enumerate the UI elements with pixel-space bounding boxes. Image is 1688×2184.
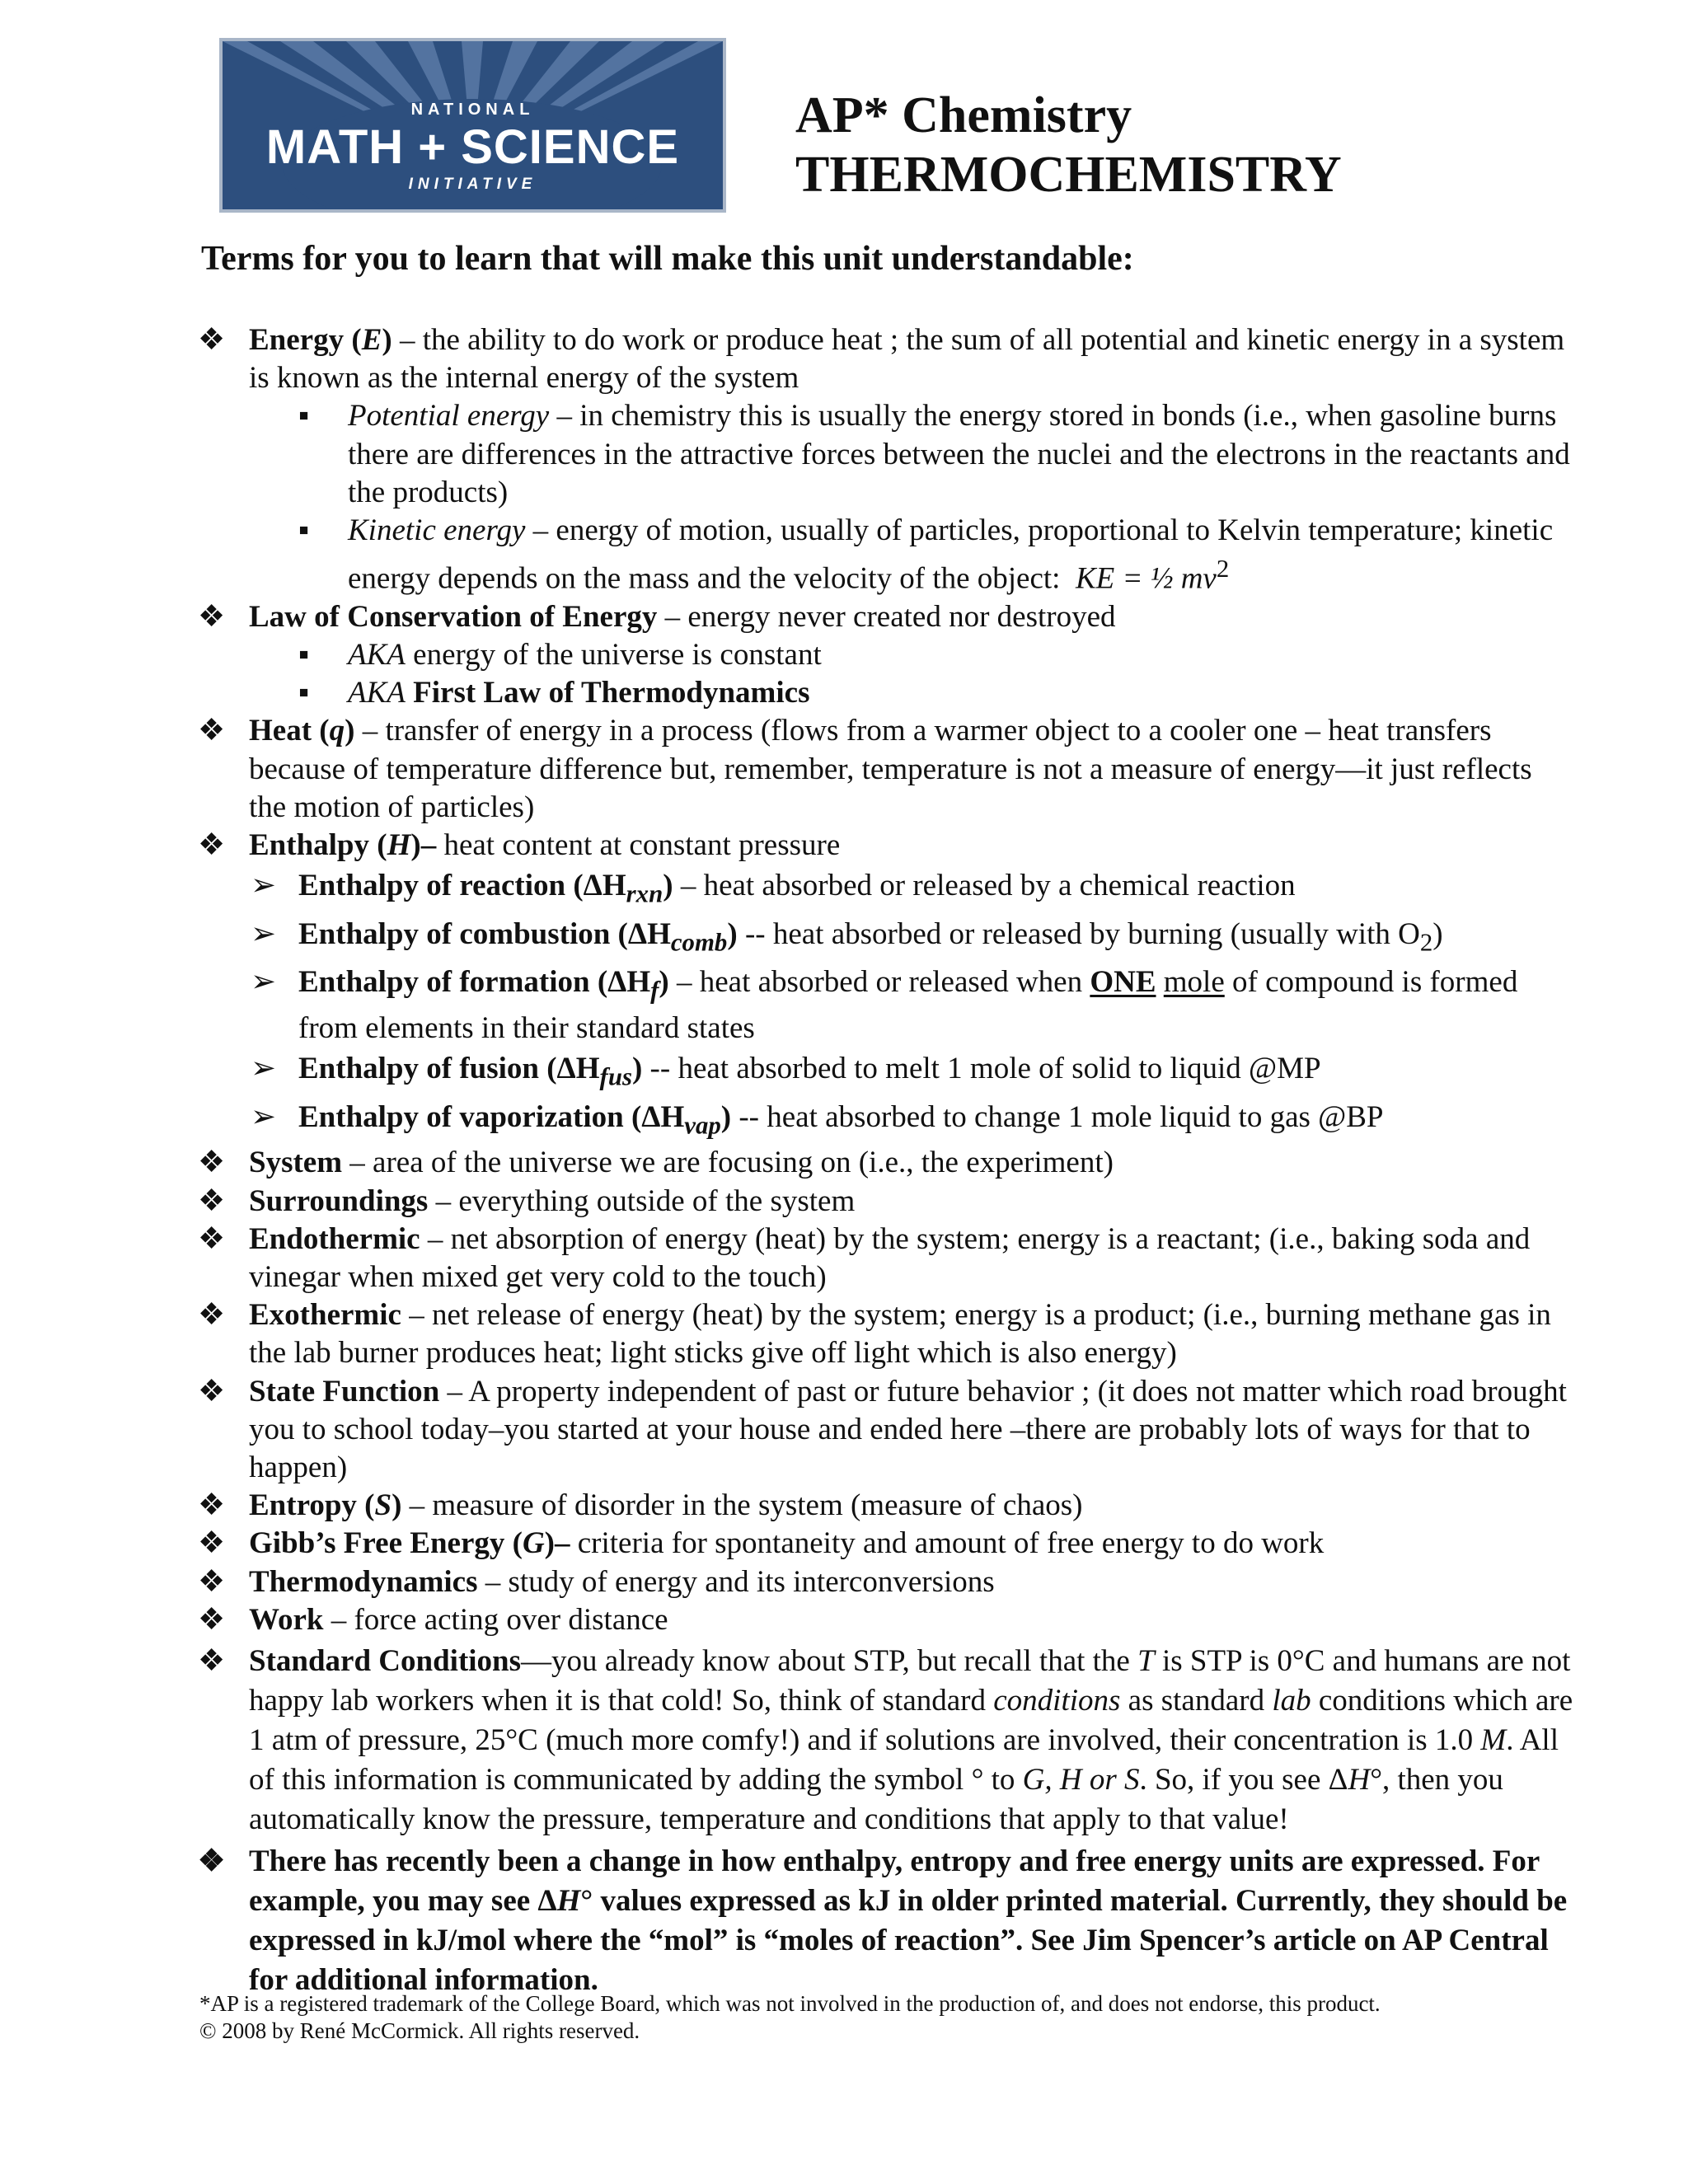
definition-italic: T <box>1137 1643 1155 1678</box>
definition-part: . So, if you see Δ <box>1139 1762 1348 1797</box>
term-definition: – everything outside of the system <box>435 1183 856 1218</box>
subterm-definition: – heat absorbed or released when <box>677 965 1083 1000</box>
kinetic-energy-formula: KE = ½ mv <box>1075 561 1217 596</box>
term-definition: – area of the universe we are focusing on (i.e., the experiment) <box>349 1146 1114 1180</box>
term-heat: ❖ Heat (q) – transfer of energy in a process (flows from a warmer object to a cooler one – heat transfers because of temperature difference but, remember, temperature is not a measure of energy—it just reflects the motion of particles) <box>198 714 1532 824</box>
diamond-bullet-icon: ❖ <box>198 827 226 862</box>
subscript: fus <box>599 1062 632 1091</box>
term-label: Energy ( <box>249 323 362 357</box>
aka-text: First Law of Thermodynamics <box>413 676 810 710</box>
subterm-label: Enthalpy of formation (ΔH <box>298 965 651 1000</box>
definition-part: is STP is 0°C and humans are not happy lab workers when it is that cold! So, think of standard <box>249 1643 1571 1718</box>
diamond-bullet-icon: ❖ <box>198 1298 226 1333</box>
term-label: Entropy ( <box>249 1488 375 1523</box>
chem-subscript: 2 <box>1419 928 1433 957</box>
term-definition: – the ability to do work or produce heat ; the sum of all potential and kinetic energy in a system is known as the internal energy of the system <box>249 323 1565 396</box>
subterm-enthalpy-formation: ➢ Enthalpy of formation $(\Delta H_f)$ – heat absorbed or released when ONE mole of compound is formed from elements in their standard states <box>251 965 1518 1045</box>
subterm-definition: -- heat absorbed or released by burning (usually with O <box>744 916 1420 951</box>
term-symbol: q <box>329 714 345 748</box>
aka-text: energy of the universe is constant <box>413 637 822 672</box>
square-bullet-icon: ▪ <box>298 513 310 548</box>
term-label-end: )– <box>544 1526 570 1561</box>
definition-italic: conditions <box>993 1683 1121 1718</box>
definition-part: °, then you automatically know the pressure, temperature and conditions that apply to that value! <box>249 1762 1503 1836</box>
subterm-label: Enthalpy of combustion (ΔH <box>298 916 671 951</box>
subscript: vap <box>684 1111 721 1140</box>
term-label: Standard Conditions <box>249 1643 522 1678</box>
term-system <box>198 1144 1574 1182</box>
term-state-function <box>198 1373 1574 1488</box>
note-italic: H <box>556 1883 581 1918</box>
emphasis-mole: mole <box>1163 965 1225 1000</box>
subterm-label: Enthalpy of fusion (ΔH <box>298 1052 600 1086</box>
diamond-bullet-icon: ❖ <box>198 1526 226 1561</box>
subterm-aka-universe <box>198 636 1574 674</box>
subterm-enthalpy-vaporization: ➢ Enthalpy of vaporization $(\Delta H_{vap})$ -- heat absorbed to change 1 mole liquid to gas @BP <box>251 1099 1384 1140</box>
trademark-notice: *AP is a registered trademark of the College Board, which was not involved in the production of, and does not endorse, this product. <box>199 1991 1381 2016</box>
subterm-aka-first-law <box>198 674 1574 712</box>
page-footer <box>199 1990 1601 2045</box>
subterm-definition: -- heat absorbed to change 1 mole liquid to gas @BP <box>738 1099 1384 1134</box>
square-bullet-icon: ▪ <box>298 637 310 672</box>
subterm-enthalpy-combustion: ➢ Enthalpy of combustion $(\Delta H_{comb})$ -- heat absorbed or released by burning (usually with $O_2$) <box>251 916 1443 957</box>
term-thermodynamics <box>198 1563 1574 1601</box>
term-definition: – measure of disorder in the system (measure of chaos) <box>409 1488 1083 1523</box>
copyright-notice: © 2008 by René McCormick. All rights reserved. <box>199 2018 640 2043</box>
logo-national-text: NATIONAL <box>410 101 535 119</box>
term-symbol: S <box>374 1488 392 1523</box>
subterm-definition: – in chemistry this is usually the energy stored in bonds (i.e., when gasoline burns there are differences in the attractive forces between the nuclei and the electrons in the reactants and the products) <box>348 399 1570 509</box>
term-label: Gibb’s Free Energy ( <box>249 1526 523 1561</box>
diamond-bullet-icon: ❖ <box>198 1602 226 1637</box>
diamond-bullet-icon: ❖ <box>198 1146 226 1180</box>
terms-list <box>198 321 1574 2000</box>
term-conservation-of-energy <box>198 598 1574 636</box>
term-definition: – energy never created nor destroyed <box>664 599 1116 634</box>
subterm-label: Enthalpy of vaporization (ΔH <box>298 1099 685 1134</box>
definition-italic: lab <box>1272 1683 1311 1718</box>
term-definition: – transfer of energy in a process (flows from a warmer object to a cooler one – heat transfers because of temperature difference but, remember, temperature is not a measure of energy—it just reflects the motion of particles) <box>249 714 1532 824</box>
subterm-potential-energy <box>198 397 1574 512</box>
term-label: Exothermic <box>249 1298 401 1333</box>
diamond-bullet-icon: ❖ <box>198 599 226 634</box>
formula-exponent: 2 <box>1216 555 1230 583</box>
term-definition: heat content at constant pressure <box>443 827 841 862</box>
term-entropy: ❖ Entropy (S) – measure of disorder in the system (measure of chaos) <box>198 1487 1574 1525</box>
diamond-bullet-icon: ❖ <box>198 323 226 357</box>
diamond-bullet-icon: ❖ <box>198 1643 226 1678</box>
definition-italic: G, H or S <box>1022 1762 1140 1797</box>
term-definition: criteria for spontaneity and amount of free energy to do work <box>577 1526 1325 1561</box>
term-symbol: E <box>361 323 382 357</box>
term-definition: – A property independent of past or future behavior ; (it does not matter which road brought you to school today–you started at your house and ended here –there are probably lots of ways for that to happen) <box>249 1374 1567 1484</box>
subterm-definition-end: ) <box>1432 916 1443 951</box>
subscript: comb <box>670 928 728 957</box>
definition-part: as standard <box>1128 1683 1265 1718</box>
arrow-bullet-icon: ➢ <box>251 916 277 951</box>
emphasis-one: ONE <box>1090 965 1156 1000</box>
subscript: rxn <box>626 879 663 908</box>
term-work <box>198 1601 1574 1639</box>
diamond-bullet-icon: ❖ <box>198 1183 226 1218</box>
definition-italic: M <box>1480 1722 1507 1757</box>
term-energy: ❖ Energy (E) – the ability to do work or produce heat ; the sum of all potential and kinetic energy in a system is known as the internal energy of the system <box>198 323 1565 396</box>
diamond-bullet-icon: ❖ <box>198 1374 226 1408</box>
subterm-definition: – energy of motion, usually of particles, proportional to Kelvin temperature; kinetic energy depends on the mass and the velocity of the object: <box>348 513 1554 596</box>
arrow-bullet-icon: ➢ <box>251 1052 277 1086</box>
definition-part: —you already know about STP, but recall that the <box>521 1643 1130 1678</box>
aka-prefix: AKA <box>348 637 406 672</box>
term-surroundings <box>198 1183 1574 1221</box>
note-part: ° values expressed as kJ in older printed material. Currently, they should be expressed in kJ/mol where the “mol” is “moles of reaction”. See Jim Spencer’s article on AP Central for additional information. <box>249 1883 1568 1997</box>
term-definition: – force acting over distance <box>331 1602 668 1637</box>
subterm-definition: – heat absorbed or released by a chemical reaction <box>680 869 1296 903</box>
diamond-bullet-icon: ❖ <box>198 1564 226 1599</box>
diamond-bullet-icon: ❖ <box>198 1844 226 1878</box>
arrow-bullet-icon: ➢ <box>251 869 277 903</box>
term-definition: – study of energy and its interconversions <box>485 1564 995 1599</box>
definition-part: conditions which are 1 atm of pressure, 25°C (much more comfy!) and if solutions are involved, their concentration is 1.0 <box>249 1683 1573 1757</box>
definition-italic: H <box>1348 1762 1371 1797</box>
term-label: Enthalpy ( <box>249 827 387 862</box>
arrow-bullet-icon: ➢ <box>251 965 277 1000</box>
term-endothermic <box>198 1221 1574 1296</box>
term-symbol: G <box>522 1526 545 1561</box>
subterm-enthalpy-reaction: ➢ Enthalpy of reaction $(\Delta H_{rxn})$ – heat absorbed or released by a chemical reaction <box>251 869 1296 908</box>
subterm-kinetic-energy <box>198 512 1574 598</box>
square-bullet-icon: ▪ <box>298 399 310 434</box>
aka-prefix: AKA <box>348 676 406 710</box>
term-label: Law of Conservation of Energy <box>249 599 658 634</box>
section-heading: Terms for you to learn that will make this unit understandable: <box>201 240 1134 278</box>
page-title: AP* Chemistry <box>795 87 1132 143</box>
page-subtitle: THERMOCHEMISTRY <box>795 147 1342 203</box>
subterm-label: Enthalpy of reaction (ΔH <box>298 869 626 903</box>
diamond-bullet-icon: ❖ <box>198 1488 226 1523</box>
term-definition: – net absorption of energy (heat) by the system; energy is a reactant; (i.e., baking soda and vinegar when mixed get very cold to the touch) <box>249 1221 1531 1294</box>
logo-main-text: MATH + SCIENCE <box>265 120 680 174</box>
diamond-bullet-icon: ❖ <box>198 714 226 748</box>
term-definition: – net release of energy (heat) by the system; energy is a product; (i.e., burning methane gas in the lab burner produces heat; light sticks give off light which is also energy) <box>249 1298 1551 1371</box>
term-standard-conditions <box>198 1642 1574 1840</box>
term-label: System <box>249 1146 343 1180</box>
term-label: Thermodynamics <box>249 1564 478 1599</box>
term-label-end: )– <box>410 827 437 862</box>
term-label: Heat ( <box>249 714 330 748</box>
diamond-bullet-icon: ❖ <box>198 1221 226 1256</box>
term-symbol: H <box>387 827 411 862</box>
units-note <box>198 1842 1574 2000</box>
subterm-label: Potential energy <box>348 399 550 434</box>
note-part: There has recently been a change in how enthalpy, entropy and free energy units are expressed. For example, you may see Δ <box>249 1844 1540 1918</box>
term-label: Surroundings <box>249 1183 429 1218</box>
nms-logo <box>219 38 726 213</box>
definition-part: . All of this information is communicated by adding the symbol ° to <box>249 1722 1559 1797</box>
square-bullet-icon: ▪ <box>298 676 310 710</box>
subscript: f <box>650 976 659 1005</box>
subterm-enthalpy-fusion: ➢ Enthalpy of fusion $(\Delta H_{fus})$ -- heat absorbed to melt 1 mole of solid to liquid @MP <box>251 1052 1321 1091</box>
term-label: State Function <box>249 1374 440 1408</box>
arrow-bullet-icon: ➢ <box>251 1099 277 1134</box>
subterm-definition: -- heat absorbed to melt 1 mole of solid to liquid @MP <box>649 1052 1321 1086</box>
logo-initiative-text: INITIATIVE <box>408 176 537 193</box>
term-label: Work <box>249 1602 324 1637</box>
term-gibbs-free-energy <box>198 1525 1574 1563</box>
term-exothermic <box>198 1296 1574 1372</box>
subterm-definition-end: of compound is formed from elements in their standard states <box>298 965 1518 1045</box>
subterm-label: Kinetic energy <box>348 513 526 548</box>
term-label: Endothermic <box>249 1221 420 1256</box>
term-enthalpy <box>198 827 1574 865</box>
